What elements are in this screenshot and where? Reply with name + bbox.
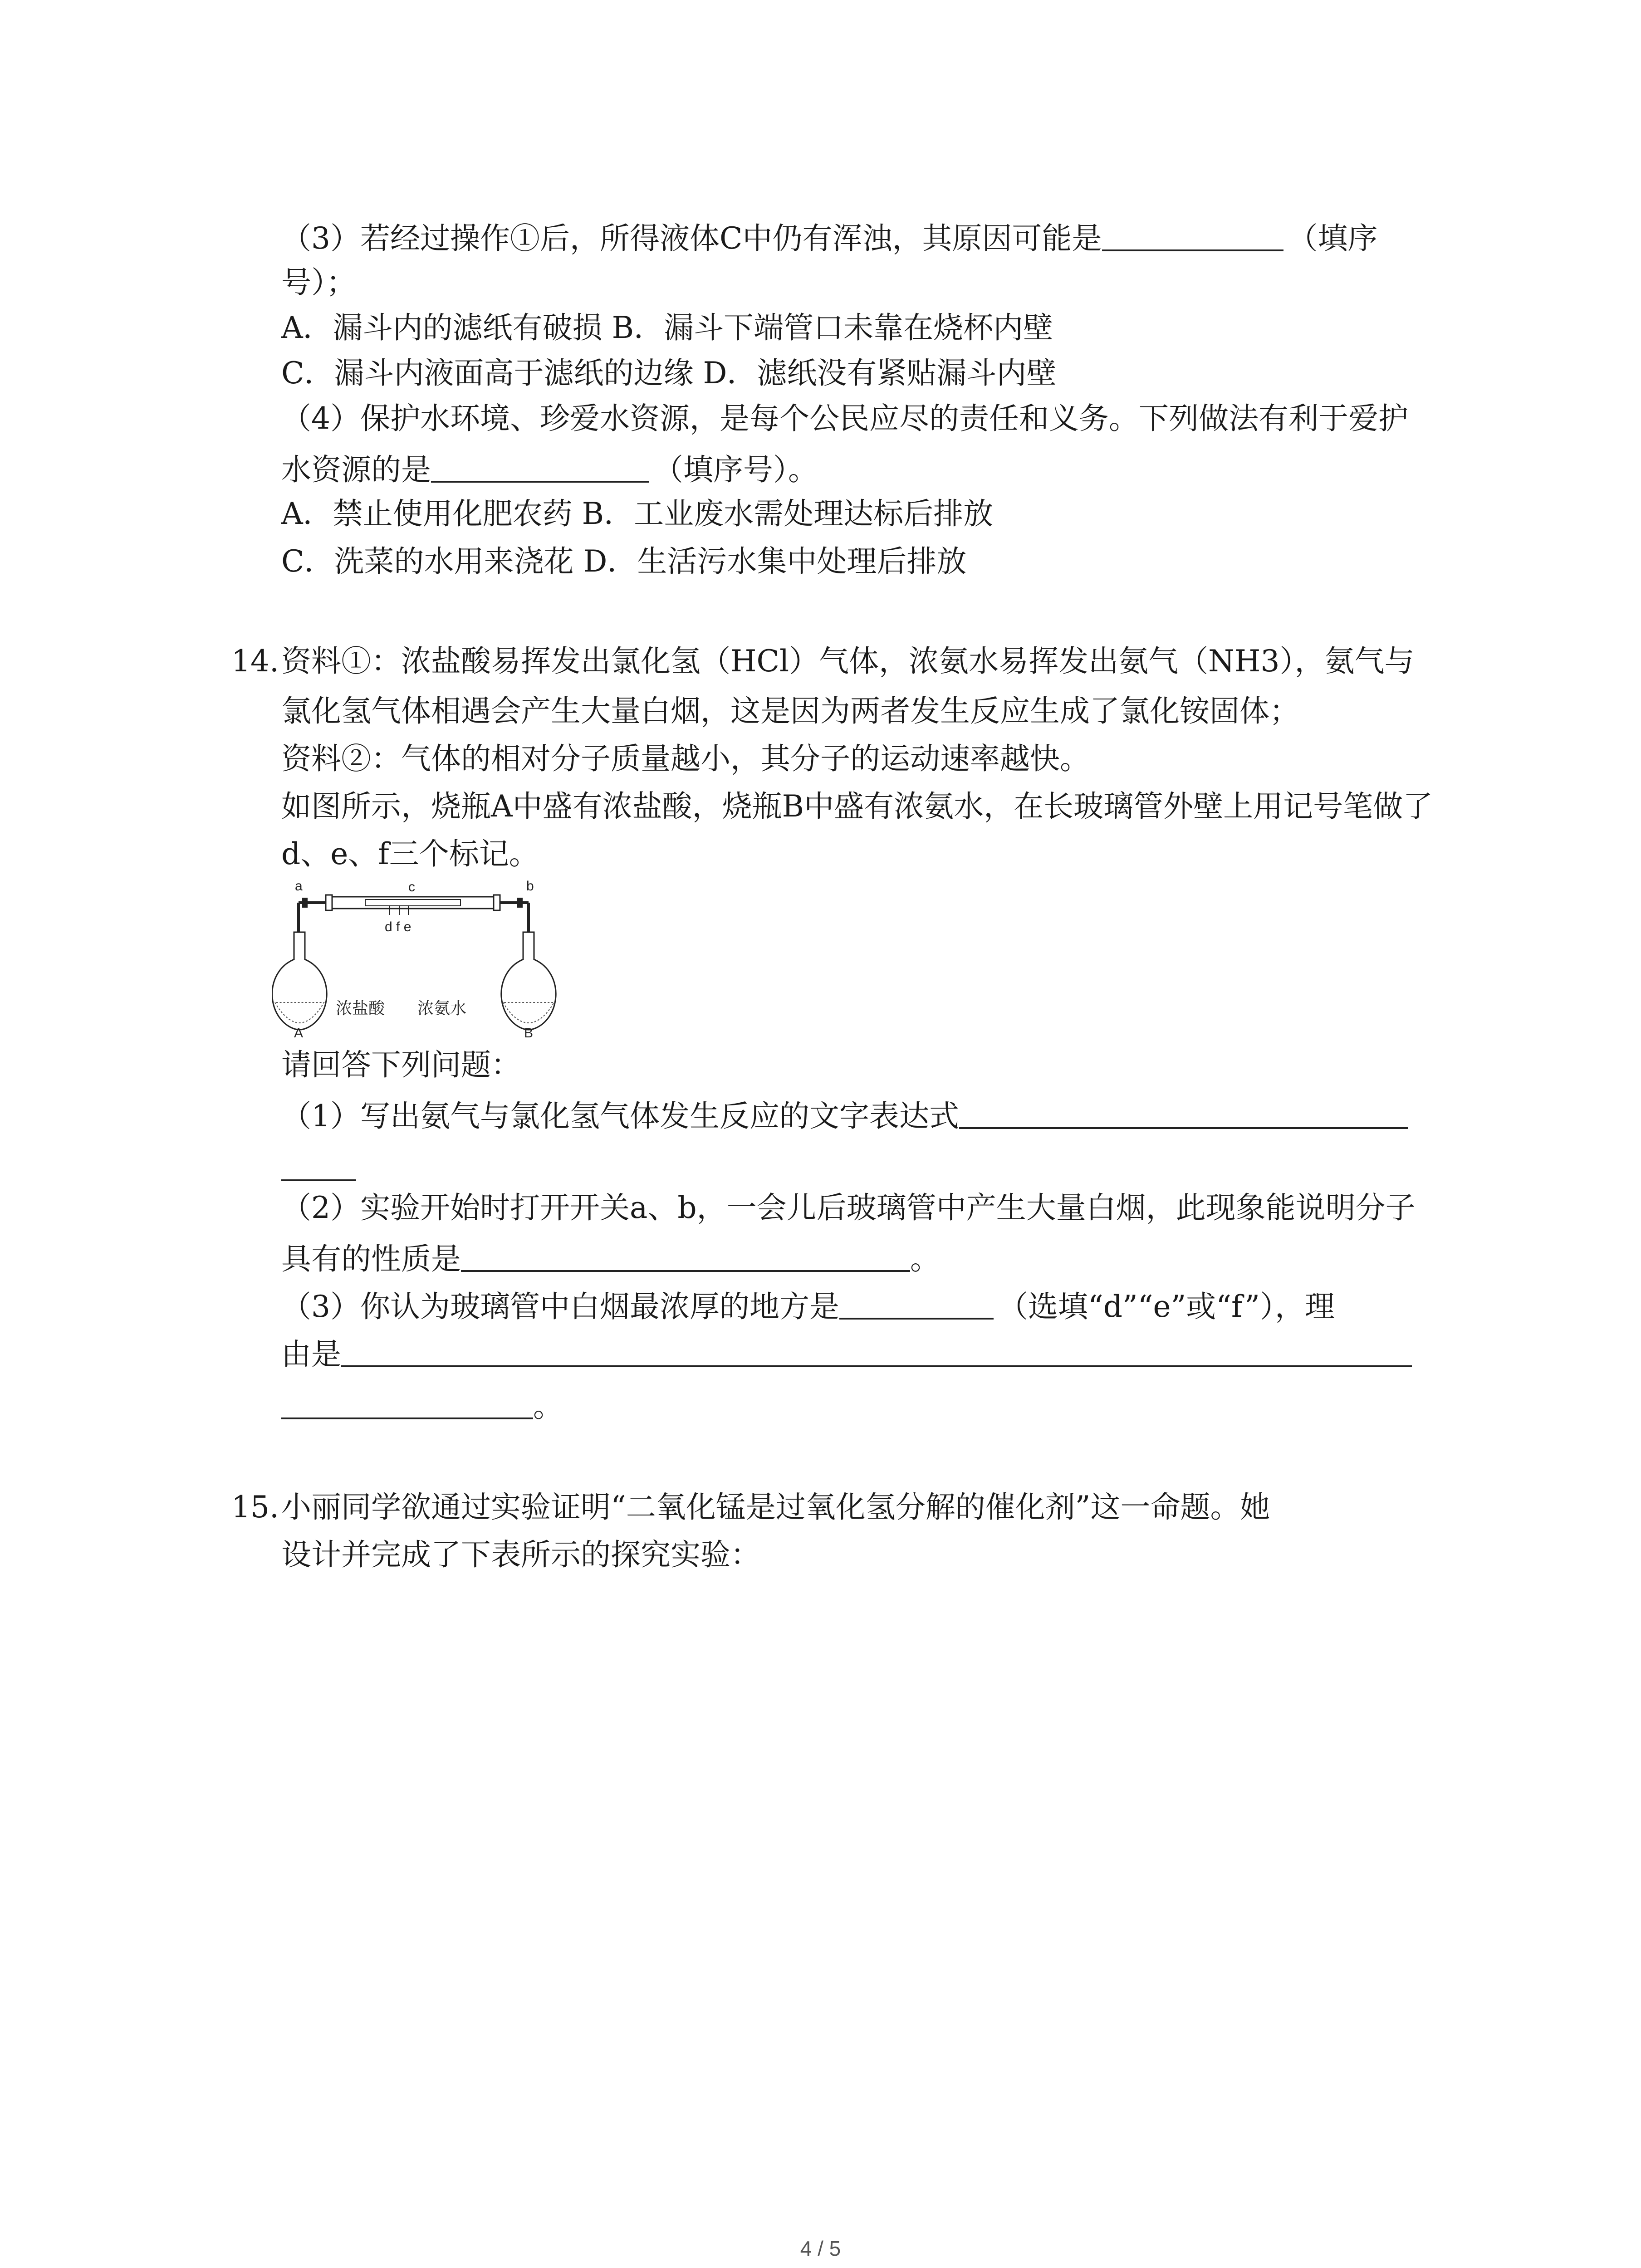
left-stopper — [326, 895, 332, 910]
label-c: c — [408, 880, 415, 894]
apparatus-figure — [272, 878, 563, 1039]
q13-part3-after: （填序 — [1288, 221, 1378, 256]
q15-line1: 小丽同学欲通过实验证明“二氧化锰是过氧化氢分解的催化剂”这一命题。她 — [281, 1490, 1270, 1525]
valve-a-icon — [302, 898, 308, 908]
q13-part3-text: （3）若经过操作①后，所得液体C中仍有浑浊，其原因可能是 — [281, 221, 1102, 256]
q13-part4-options-cd: C．洗菜的水用来浇花 D．生活污水集中处理后排放 — [281, 544, 967, 579]
q14-prompt: 请回答下列问题： — [281, 1047, 521, 1082]
q13-part4-line2 — [281, 454, 818, 485]
answer-blank[interactable] — [341, 1338, 1412, 1367]
q14-part3-line2 — [281, 1337, 1412, 1372]
label-A: A — [294, 1026, 304, 1039]
flask-a-liquid — [275, 1002, 324, 1023]
q13-part4-line1: （4）保护水环境、珍爱水资源，是每个公民应尽的责任和义务。下列做法有利于爱护 — [281, 401, 1408, 436]
q13-part3-line1 — [281, 222, 1378, 254]
flask-a — [272, 932, 327, 1030]
label-B: B — [524, 1026, 534, 1039]
label-b: b — [526, 879, 534, 894]
q14-number: 14. — [231, 644, 279, 679]
q14-line4: 如图所示，烧瓶A中盛有浓盐酸，烧瓶B中盛有浓氨水，在长玻璃管外壁上用记号笔做了 — [281, 789, 1433, 824]
answer-blank-continued[interactable] — [281, 1179, 356, 1181]
q14-part3-line3 — [281, 1390, 563, 1422]
inner-tube — [365, 899, 460, 906]
apparatus-diagram — [272, 878, 563, 1039]
q14-part3-line3-post: 。 — [533, 1389, 563, 1424]
q14-part3-line2-pre: 由是 — [281, 1337, 341, 1372]
q14-part3-line1 — [281, 1290, 1335, 1322]
q14-line3: 资料②：气体的相对分子质量越小，其分子的运动速率越快。 — [281, 741, 1090, 776]
valve-b-icon — [517, 898, 523, 908]
q13-part4-options-ab: A．禁止使用化肥农药 B．工业废水需处理达标后排放 — [281, 496, 994, 531]
q14-part2-pre: 具有的性质是 — [281, 1242, 461, 1276]
q14-part1 — [281, 1099, 1408, 1134]
q14-part3-pre: （3）你认为玻璃管中白烟最浓厚的地方是 — [281, 1289, 839, 1324]
q15-line2: 设计并完成了下表所示的探究实验： — [281, 1537, 760, 1572]
answer-blank[interactable] — [1102, 222, 1283, 251]
right-stopper — [494, 895, 500, 910]
label-a: a — [295, 879, 303, 894]
answer-blank[interactable] — [431, 454, 649, 483]
label-acid: 浓盐酸 — [336, 999, 385, 1017]
q14-part2-post: 。 — [910, 1242, 940, 1276]
q14-line5: d、e、f三个标记。 — [281, 836, 539, 871]
answer-blank[interactable] — [281, 1390, 533, 1419]
glass-tube — [331, 897, 495, 909]
flask-b — [501, 932, 556, 1030]
answer-blank[interactable] — [839, 1290, 994, 1320]
answer-blank[interactable] — [461, 1243, 910, 1272]
q14-line1: 资料①：浓盐酸易挥发出氯化氢（HCl）气体，浓氨水易挥发出氨气（NH3），氨气与 — [281, 644, 1415, 679]
q13-part4-post: （填序号）。 — [653, 452, 818, 487]
q13-part3-options-cd: C．漏斗内液面高于滤纸的边缘 D．滤纸没有紧贴漏斗内壁 — [281, 356, 1057, 391]
q14-part2-line2 — [281, 1243, 940, 1274]
q13-part3-line2: 号）； — [281, 265, 356, 300]
q13-part3-options-ab: A．漏斗内的滤纸有破损 B．漏斗下端管口未靠在烧杯内壁 — [281, 310, 1053, 345]
q15-number: 15. — [231, 1490, 279, 1525]
q13-part4-pre: 水资源的是 — [281, 452, 431, 487]
label-dfe: d f e — [385, 919, 411, 934]
q14-part2-line1: （2）实验开始时打开开关a、b，一会儿后玻璃管中产生大量白烟，此现象能说明分子 — [281, 1190, 1416, 1225]
q14-part3-post: （选填“d”“e”或“f”），理 — [998, 1289, 1335, 1324]
page-number: 4 / 5 — [800, 2237, 841, 2260]
q14-line2: 氯化氢气体相遇会产生大量白烟，这是因为两者发生反应生成了氯化铵固体； — [281, 694, 1299, 728]
q14-part1-text: （1）写出氨气与氯化氢气体发生反应的文字表达式 — [281, 1099, 959, 1134]
answer-blank[interactable] — [959, 1100, 1408, 1129]
label-ammonia: 浓氨水 — [417, 999, 467, 1017]
